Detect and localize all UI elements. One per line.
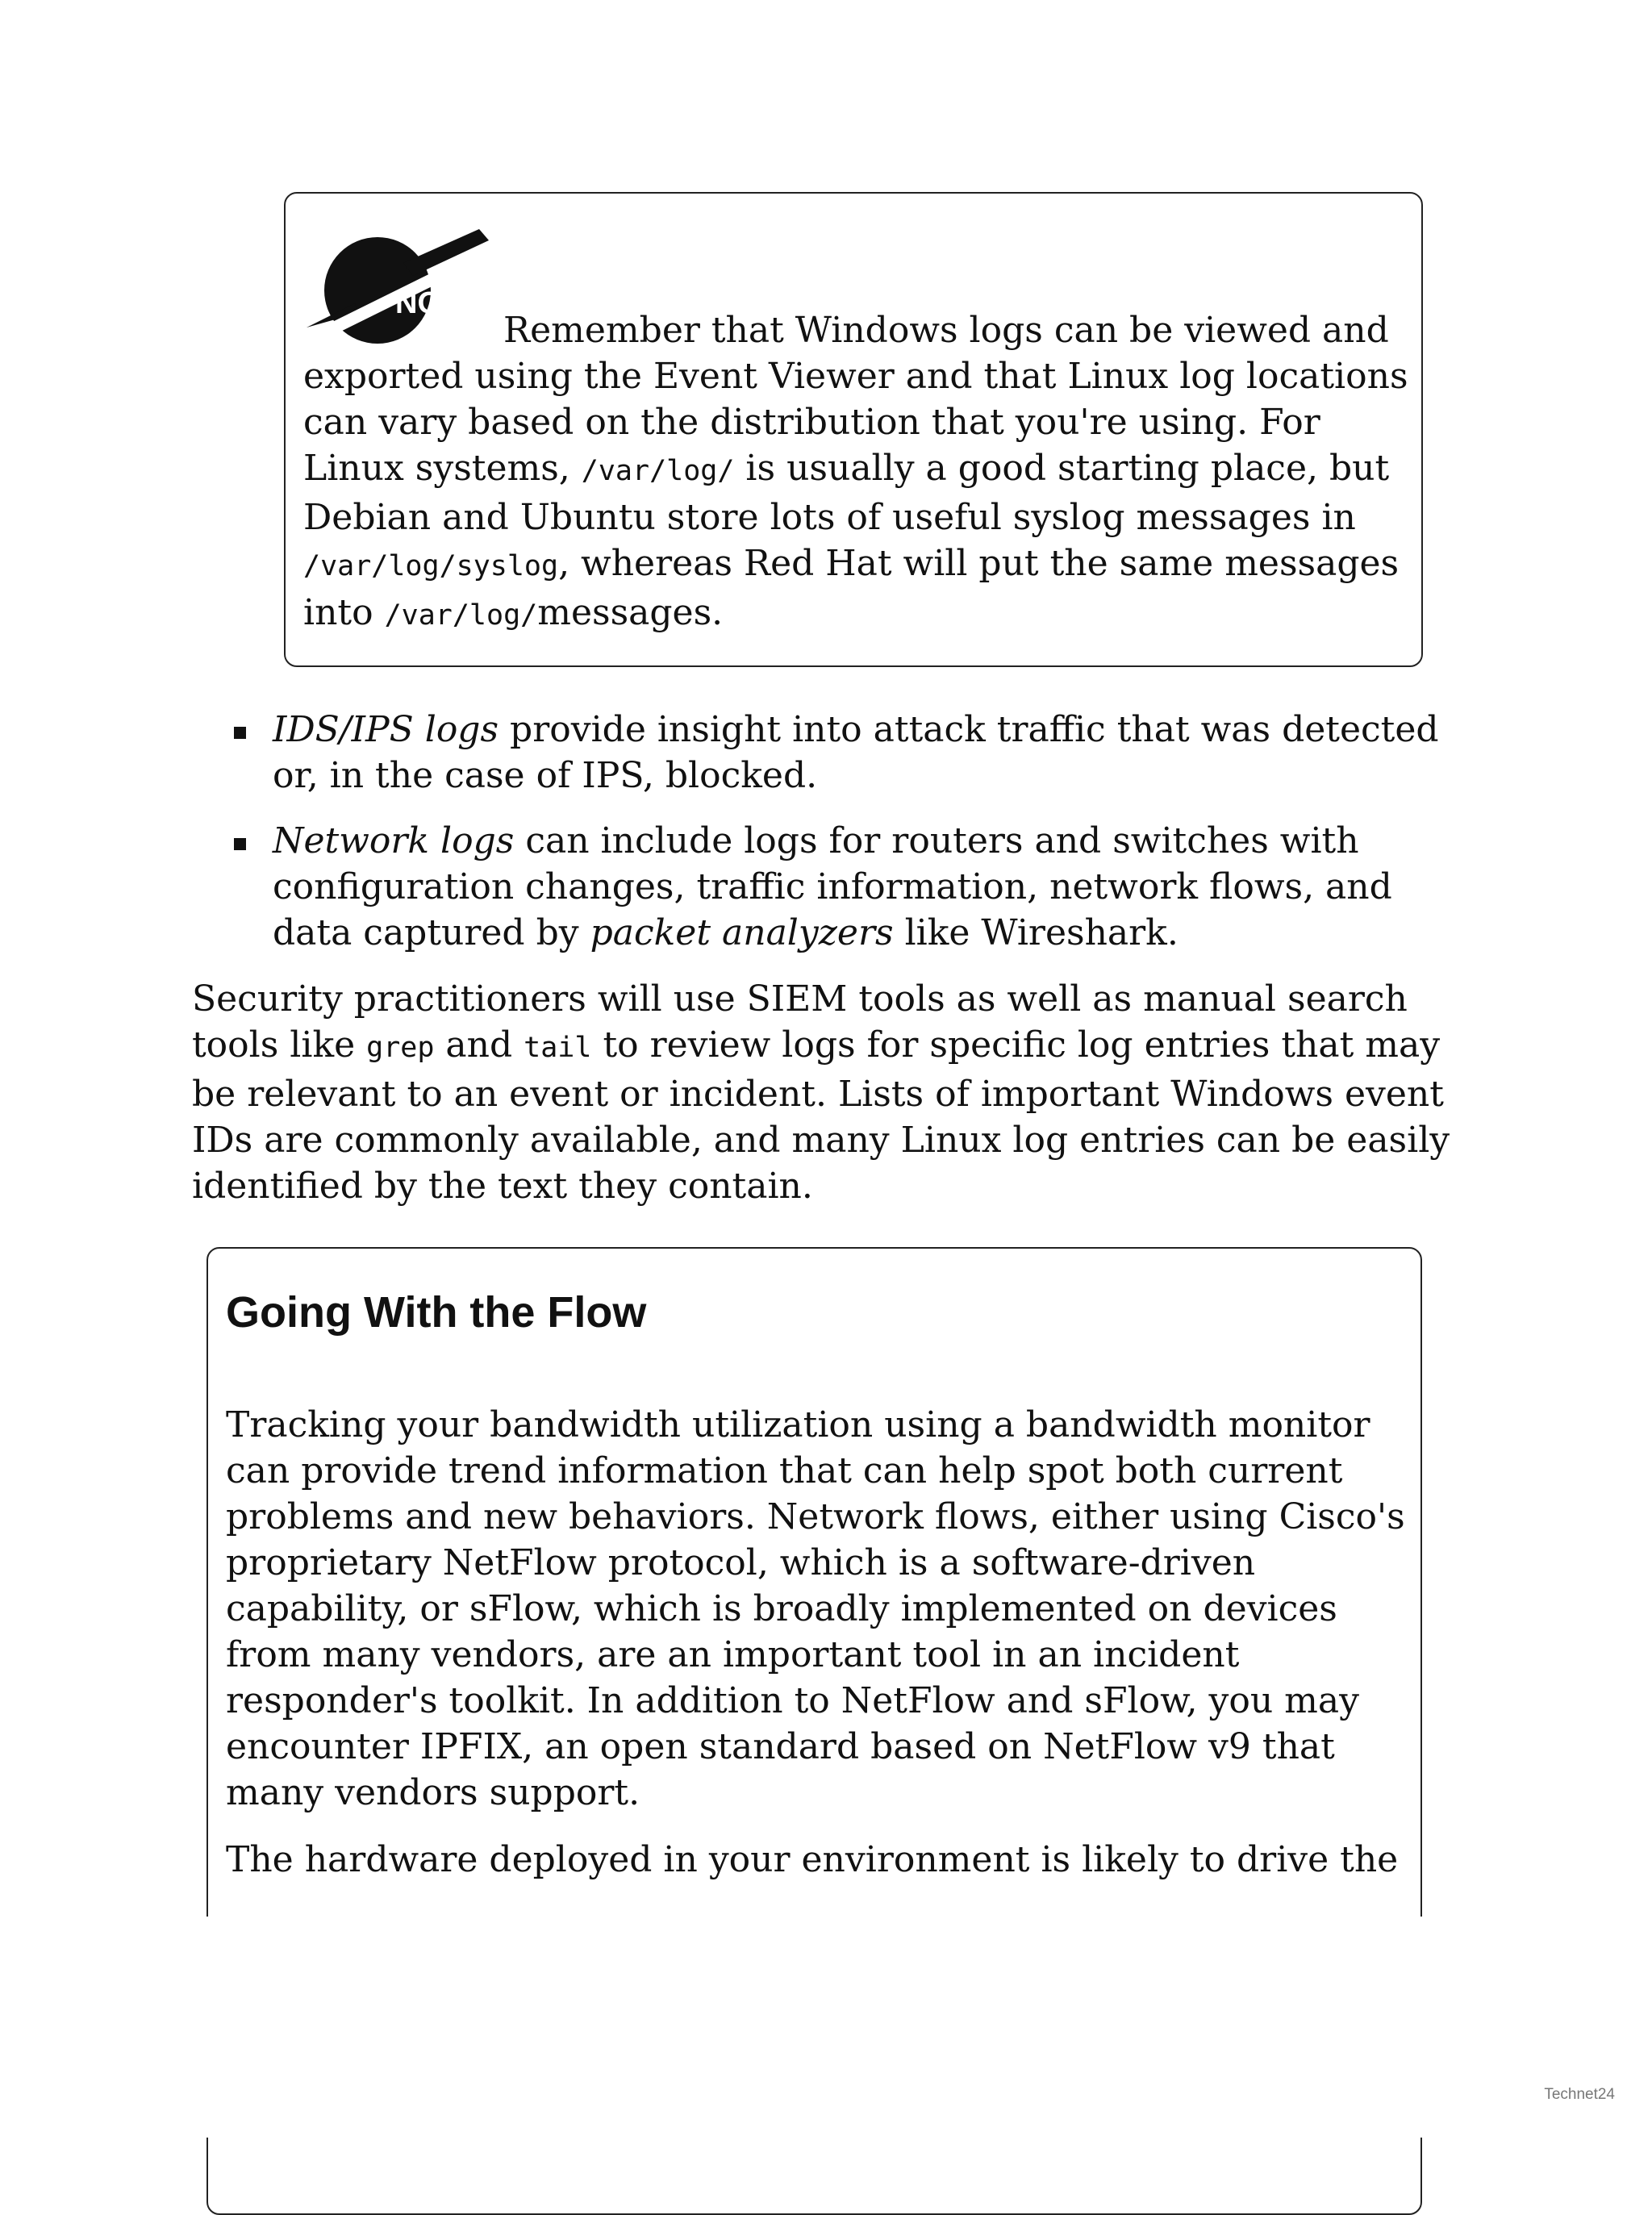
list-item: Network logs can include logs for routers and switches with configuration changes, traffic information, network flows, and data captured by packet analyzers like Wireshark.: [231, 818, 1441, 956]
term-packet-analyzers: packet analyzers: [590, 912, 894, 953]
square-bullet-icon: [234, 838, 246, 850]
sidebar-title: Going With the Flow: [226, 1288, 647, 1337]
sidebar-paragraph-1: Tracking your bandwidth utilization using a bandwidth monitor can provide trend information that can help spot both current problems and new behaviors. Network flows, either using Cisco's proprietary NetFlow protocol, which is a software-driven capability, or sFlow, which is broadly implemented on devices from many vendors, are an important tool in an incident responder's toolkit. In addition to NetFlow and sFlow, you may encounter IPFIX, an open standard based on NetFlow v9 that many vendors support.: [226, 1404, 1405, 1813]
sidebar-paragraph-2: The hardware deployed in your environment is likely to drive the: [226, 1839, 1399, 1880]
square-bullet-icon: [234, 727, 246, 739]
code-tail: tail: [524, 1032, 592, 1064]
note-text: Remember that Windows logs can be viewed and exported using the Event Viewer and that Linux log locations can vary based on the distribution that you're using. For Linux systems, /var/log/ is usually a good starting place, but Debian and Ubuntu store lots of useful syslog messages in /var/log/syslog, whereas Red Hat will put the same messages into /var/log/messages.: [303, 310, 1408, 633]
code-var-log-syslog: /var/log/syslog: [303, 550, 559, 582]
code-var-log-2: /var/log/: [384, 599, 538, 632]
body-paragraph: Security practitioners will use SIEM tools as well as manual search tools like grep and tail to review logs for specific log entries that may be relevant to an event or incident. Lists of important Windows event IDs are commonly available, and many Linux log entries can be easily identified by the text they contain.: [192, 978, 1450, 1207]
code-var-log: /var/log/: [581, 455, 735, 487]
note-icon-label: NOTE: [395, 286, 481, 320]
page-bottom-margin: [0, 1917, 1652, 2138]
term-network-logs: Network logs: [273, 820, 515, 861]
term-ids-ips-logs: IDS/IPS logs: [273, 709, 499, 750]
code-grep: grep: [366, 1032, 435, 1064]
watermark: Technet24: [1544, 2086, 1615, 2103]
list-item: IDS/IPS logs provide insight into attack traffic that was detected or, in the case of IPS, blocked.: [231, 707, 1441, 799]
note-box: [284, 192, 1423, 667]
log-types-list: [231, 707, 1441, 975]
